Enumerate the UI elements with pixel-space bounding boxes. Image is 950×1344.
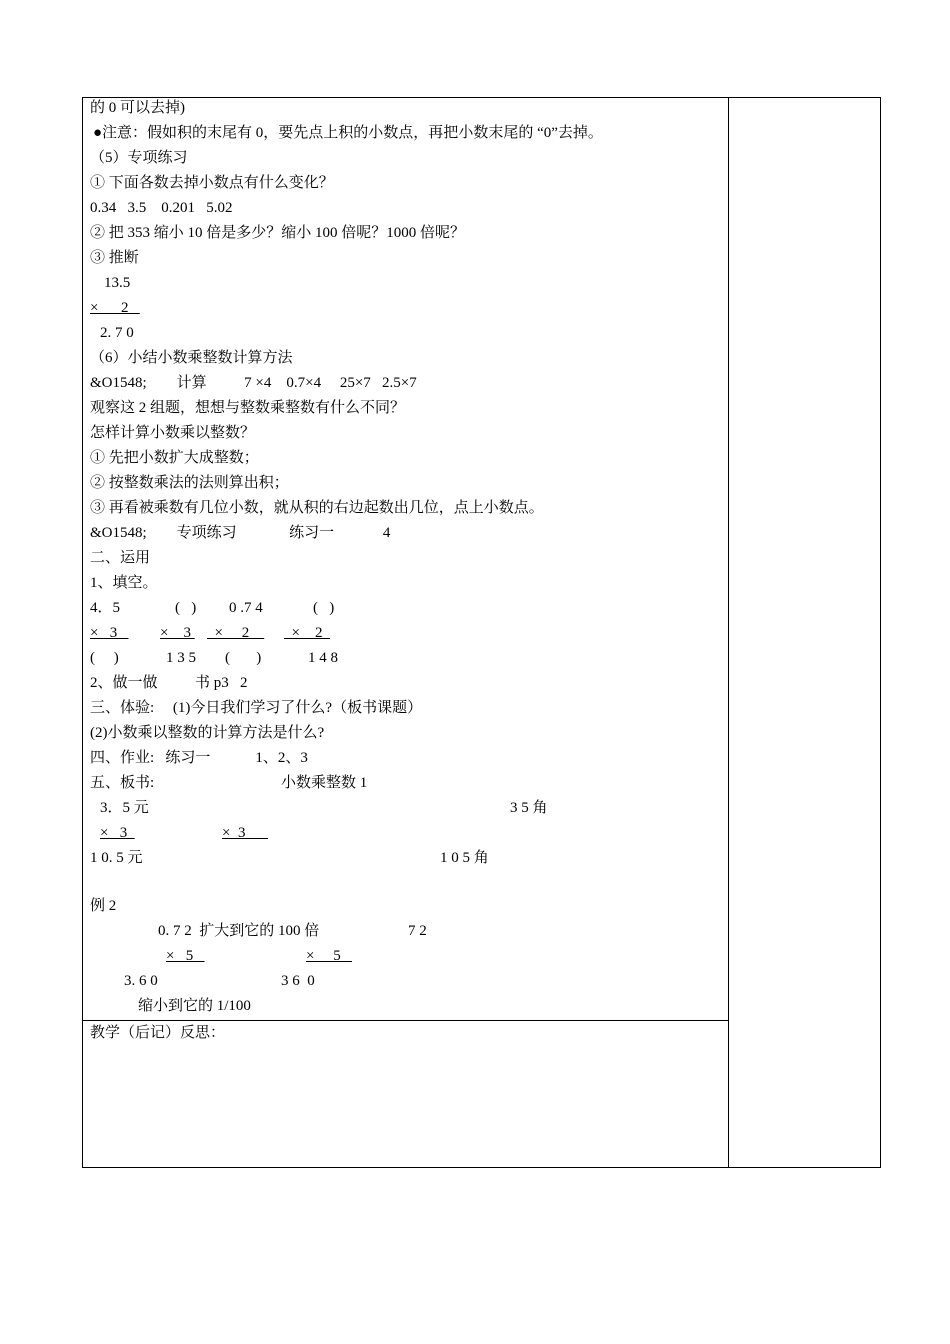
board-value: 3 5 角	[510, 800, 548, 816]
board-product: 1 0. 5 元	[90, 850, 143, 866]
blank-item: ( )	[313, 600, 335, 616]
text-line: (2)小数乘以整数的计算方法是什么?	[90, 725, 325, 741]
board-product: 3. 6 0	[124, 973, 158, 989]
blank-item: ( )	[90, 650, 119, 666]
board-multiplier: × 3	[100, 825, 135, 841]
text-line: 怎样计算小数乘以整数？	[90, 425, 256, 441]
text-line: &O1548; 专项练习 练习一 4	[90, 525, 391, 541]
text-line: ② 按整数乘法的法则算出积；	[90, 475, 289, 491]
section-heading: 三、体验: (1)今日我们学习了什么?（板书课题）	[90, 700, 423, 716]
text-line: 缩小到它的 1/100	[138, 998, 251, 1014]
blank-item: 1 3 5	[166, 650, 196, 666]
board-multiplier: × 3	[222, 825, 268, 841]
board-product: 1 0 5 角	[440, 850, 489, 866]
product: 2. 7 0	[100, 325, 134, 341]
section-heading: 五、板书:	[90, 775, 155, 791]
text-line: 2、做一做 书 p3 2	[90, 675, 248, 691]
board-product: 3 6 0	[281, 973, 315, 989]
blank-item: × 3	[90, 625, 129, 641]
text-line: 1、填空。	[90, 575, 158, 591]
blank-item: 1 4 8	[308, 650, 338, 666]
blank-item: × 3	[160, 625, 195, 641]
section-heading: 二、运用	[90, 550, 151, 566]
board-multiplier: × 5	[306, 948, 352, 964]
blank-item: ( )	[225, 650, 262, 666]
blank-item: ( )	[175, 600, 197, 616]
reflection-label: 教学（后记）反思：	[90, 1025, 226, 1041]
blank-item: × 2	[284, 625, 330, 641]
text-line: 的 0 可以去掉)	[90, 100, 185, 116]
example-label: 例 2	[90, 898, 117, 914]
text-line: ③ 再看被乘数有几位小数，就从积的右边起数出几位，点上小数点。	[90, 500, 544, 516]
blank-item: 4．5	[90, 600, 121, 616]
text-line: ③ 推断	[90, 250, 139, 266]
multiplicand: 13.5	[104, 275, 131, 291]
multiplier: × 2	[90, 300, 140, 316]
section-heading: （6）小结小数乘整数计算方法	[90, 350, 293, 366]
text-line: &O1548; 计算 7 ×4 0.7×4 25×7 2.5×7	[90, 375, 417, 391]
section-heading: （5）专项练习	[90, 150, 188, 166]
column-divider	[728, 98, 729, 1167]
text-line: ① 下面各数去掉小数点有什么变化？	[90, 175, 334, 191]
board-value: 3．5 元	[100, 800, 149, 816]
text-line: ① 先把小数扩大成整数；	[90, 450, 259, 466]
note-line: ●注意：假如积的末尾有 0，要先点上积的小数点，再把小数末尾的 “0”去掉。	[93, 125, 603, 141]
row-divider	[83, 1020, 729, 1021]
section-heading: 四、作业: 练习一 1、2、3	[90, 750, 308, 766]
text-line: 0.34 3.5 0.201 5.02	[90, 200, 233, 216]
board-value: 7 2	[408, 923, 427, 939]
board-title: 小数乘整数 1	[281, 775, 368, 791]
text-line: 观察这 2 组题，想想与整数乘整数有什么不同？	[90, 400, 406, 416]
blank-item: 0 .7 4	[229, 600, 263, 616]
board-multiplier: × 5	[166, 948, 205, 964]
text-line: ② 把 353 缩小 10 倍是多少？缩小 100 倍呢？1000 倍呢？	[90, 225, 466, 241]
blank-item: × 2	[207, 625, 265, 641]
board-value: 0. 7 2 扩大到它的 100 倍	[158, 923, 320, 939]
